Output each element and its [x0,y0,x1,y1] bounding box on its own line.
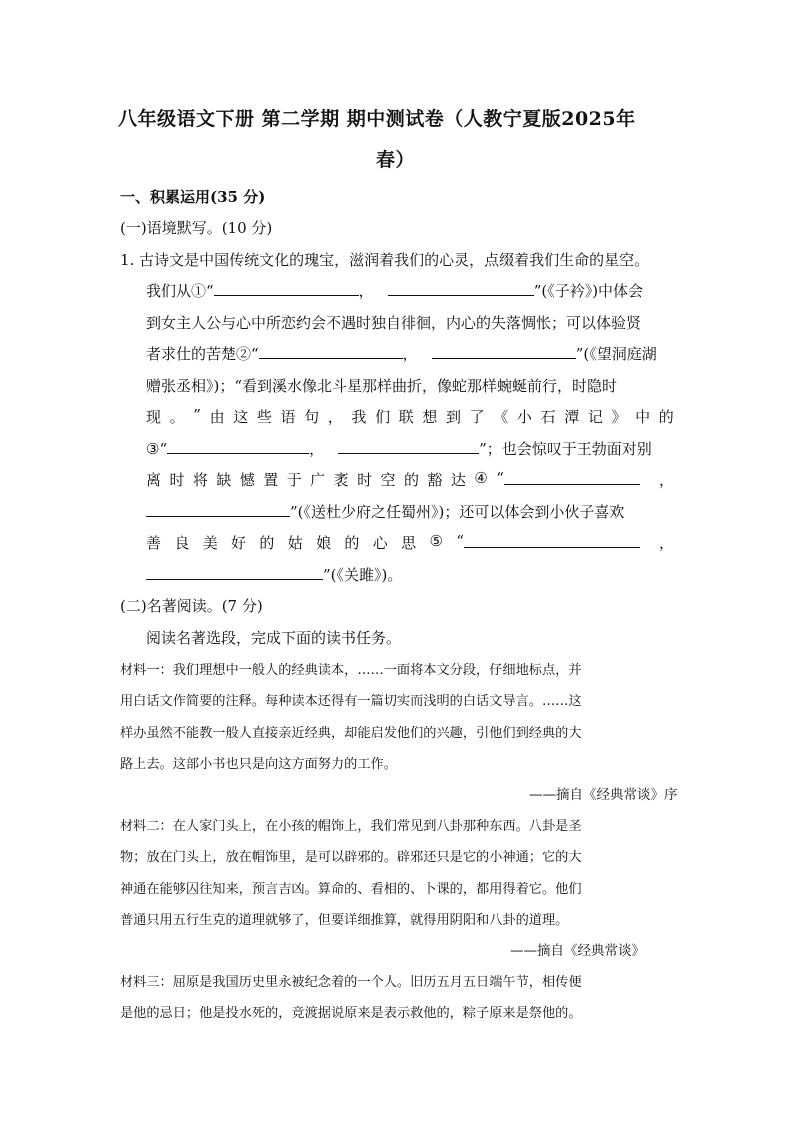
question-1-line-3: 到女主人公与心中所恋约会不遇时独自徘徊，内心的失落惆怅；可以体验贤 [146,314,642,332]
question-1-line-4: 者求仕的苦楚②“ ， ”(《望洞庭湖 [146,345,657,363]
material-1-line-3: 样办虽然不能教一般人直接亲近经典，却能启发他们的兴趣，引他们到经典的大 [120,726,582,741]
section-heading: 一、积累运用(35 分) [120,188,266,206]
material-1-line-1: 材料一：我们理想中一般人的经典读本，……一面将本文分段，仔细地标点，并 [120,663,582,678]
question-1-line-8: 离 时 将 缺 憾 置 于 广 袤 时 空 的 豁 达 ④ “ ， [146,469,674,489]
question-1-line-2: 我们从①“ ， ”(《子衿》)中体会 [146,282,644,300]
question-1-line-7: ③“ ， ”；也会惊叹于王勃面对别 [146,440,652,458]
subsection-dictation: (一)语境默写。(10 分) [120,219,273,237]
answer-blank[interactable] [388,281,534,296]
answer-blank[interactable] [464,533,640,548]
material-2-source: ——摘自《经典常谈》 [510,943,645,959]
answer-blank[interactable] [214,281,359,296]
material-1-source: ——摘自《经典常谈》序 [529,787,678,803]
reading-instruction: 阅读名著选段，完成下面的读书任务。 [146,629,402,647]
answer-blank[interactable] [167,439,309,454]
material-2-line-2: 物；放在门头上，放在帽饰里，是可以辟邪的。辟邪还只是它的小神通；它的大 [120,850,582,865]
material-1-line-4: 路上去。这部小书也只是向这方面努力的工作。 [120,757,397,772]
answer-blank[interactable] [432,344,576,359]
material-3-line-2: 是他的忌日；他是投水死的，竞渡据说原来是表示救他的，粽子原来是祭他的。 [120,1006,582,1021]
subsection-classics: (二)名著阅读。(7 分) [120,597,263,615]
question-1-line-6: 现 。 ” 由 这 些 语 句 ， 我 们 联 想 到 了 《 小 石 潭 记 》 中 的 [146,406,674,426]
page-title: 八年级语文下册 第二学期 期中测试卷（人教宁夏版2025年 [118,108,636,130]
answer-blank[interactable] [259,344,403,359]
answer-blank[interactable] [338,439,479,454]
material-3-line-1: 材料三：屈原是我国历史里永被纪念着的一个人。旧历五月五日端午节，相传便 [120,975,582,990]
question-1-line-9: ”(《送杜少府之任蜀州》)；还可以体会到小伙子喜欢 [146,501,624,522]
answer-blank[interactable] [146,565,323,580]
material-1-line-2: 用白话文作简要的注释。每种读本还得有一篇切实而浅明的白话文导言。……这 [120,694,582,709]
question-1-line-5: 赠张丞相》)；“看到溪水像北斗星那样曲折，像蛇那样蜿蜒前行，时隐时 [146,377,618,395]
question-1-line-10: 善 良 美 好 的 姑 娘 的 心 思 ⑤ “ ， [146,532,674,552]
answer-blank[interactable] [146,502,290,517]
question-1-line-1: 1. 古诗文是中国传统文化的瑰宝，滋润着我们的心灵，点缀着我们生命的星空。 [120,251,650,269]
answer-blank[interactable] [504,470,640,485]
material-2-line-4: 普通只用五行生克的道理就够了，但要详细推算，就得用阴阳和八卦的道理。 [120,913,569,928]
question-1-line-11: ”(《关雎》)。 [146,564,402,585]
page-title-continued: 春） [376,149,416,171]
material-2-line-1: 材料二：在人家门头上，在小孩的帽饰上，我们常见到八卦那种东西。八卦是圣 [120,819,582,834]
material-2-line-3: 神通在能够囚往知来，预言吉凶。算命的、看相的、卜课的，都用得着它。他们 [120,882,582,897]
